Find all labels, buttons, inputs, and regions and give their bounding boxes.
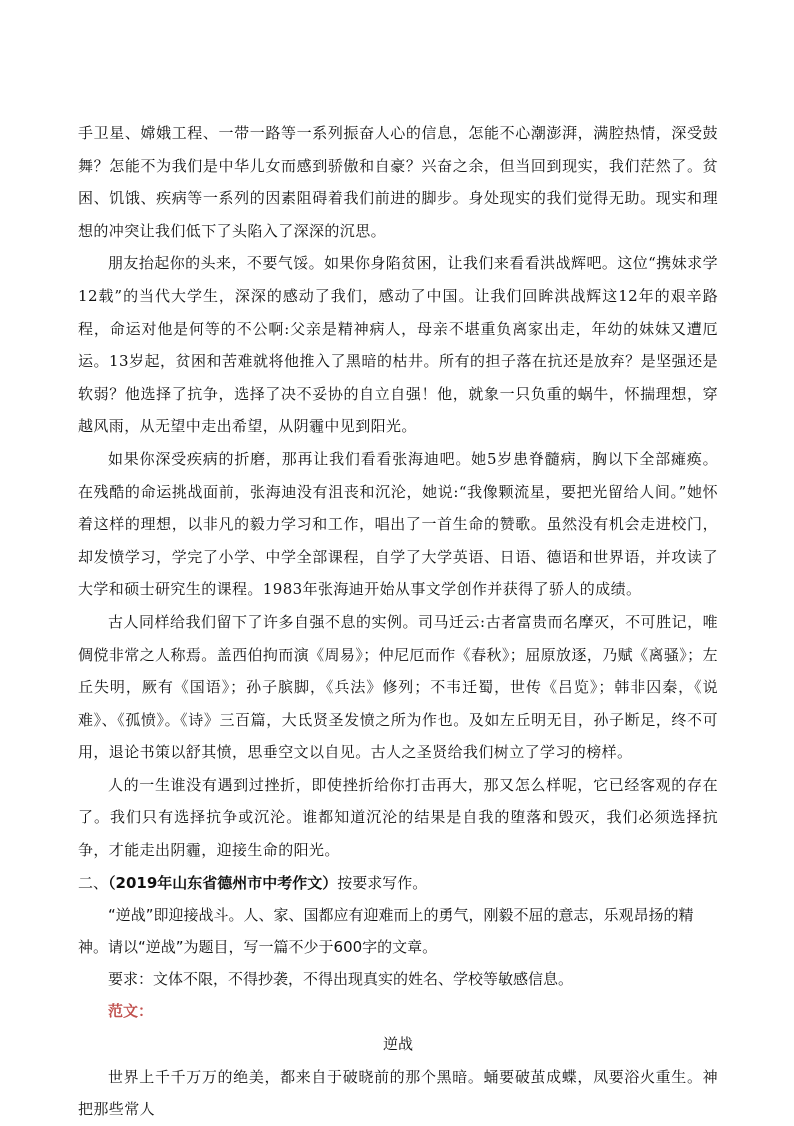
essay-paragraph: 如果你深受疾病的折磨，那再让我们看看张海迪吧。她5岁患脊髓病，胸以下全部瘫痪。在残酷的命运挑战面前，张海迪没有沮丧和沉沦，她说:“我像颗流星，要把光留给人间。”她怀着这样的理想，以非凡的毅力学习和工作，唱出了一首生命的赞歌。虽然没有机会走进校门，却发愤学习，学完了小学、中学全部课程，自学了大学英语、日语、德语和世界语，并攻读了大学和硕士研究生的课程。1983年张海迪开始从事文学创作并获得了骄人的成绩。 — [78, 449, 718, 599]
essay-paragraph: 手卫星、嫦娥工程、一带一路等一系列振奋人心的信息，怎能不心潮澎湃，满腔热情，深受鼓舞？怎能不为我们是中华儿女而感到骄傲和自豪？兴奋之余，但当回到现实，我们茫然了。贫困、饥饿、疾病等一系列的因素阻碍着我们前进的脚步。身处现实的我们觉得无助。现实和理想的冲突让我们低下了头陷入了深深的沉思。 — [78, 124, 718, 240]
task-requirements: 要求：文体不限，不得抄袭，不得出现真实的姓名、学校等敏感信息。 — [108, 969, 574, 988]
task-heading-source: （2019年山东省德州市中考作文） — [108, 873, 338, 892]
task-prompt: “逆战”即迎接战斗。人、家、国都应有迎难而上的勇气，刚毅不屈的意志，乐观昂扬的精神。请以“逆战”为题目，写一篇不少于600字的文章。 — [78, 905, 694, 956]
essay-paragraph: 人的一生谁没有遇到过挫折，即使挫折给你打击再大，那又怎么样呢，它已经客观的存在了。我们只有选择抗争或沉沦。谁都知道沉沦的结果是自我的堕落和毁灭，我们必须选择抗争，才能走出阴霾，迎接生命的阳光。 — [78, 775, 718, 860]
essay-body — [78, 117, 718, 867]
sample-essay-body — [78, 1061, 718, 1126]
task-heading-prefix: 二、 — [78, 873, 109, 892]
sample-essay-label: 范文： — [108, 1001, 154, 1020]
task-heading-suffix: 按要求写作。 — [337, 873, 428, 892]
essay-paragraph: 古人同样给我们留下了许多自强不息的实例。司马迁云:古者富贵而名摩灭，不可胜记，唯倜傥非常之人称焉。盖西伯拘而演《周易》；仲尼厄而作《春秋》；屈原放逐，乃赋《离骚》；左丘失明，厥有《国语》；孙子膑脚，《兵法》修列；不韦迁蜀，世传《吕览》；韩非囚秦，《说难》、《孤愤》。《诗》三百篇，大氐贤圣发愤之所为作也。及如左丘明无目，孙子断足，终不可用，退论书策以舒其愤，思垂空文以自见。古人之圣贤给我们树立了学习的榜样。 — [78, 612, 718, 762]
page-content — [78, 117, 718, 1126]
task-heading — [78, 867, 718, 899]
essay-paragraph: 朋友抬起你的头来，不要气馁。如果你身陷贫困，让我们来看看洪战辉吧。这位“携妹求学12载”的当代大学生，深深的感动了我们，感动了中国。让我们回眸洪战辉这12年的艰辛路程，命运对他是何等的不公啊:父亲是精神病人，母亲不堪重负离家出走，年幼的妹妹又遭厄运。13岁起，贫困和苦难就将他推入了黑暗的枯井。所有的担子落在抗还是放弃？是坚强还是软弱？他选择了抗争，选择了决不妥协的自立自强！他，就象一只负重的蜗牛，怀揣理想，穿越风雨，从无望中走出希望，从阴霾中见到阳光。 — [78, 254, 718, 436]
sample-essay-title: 逆战 — [382, 1034, 413, 1053]
sample-essay-first-line: 世界上千千万万的绝美，都来自于破晓前的那个黑暗。蛹要破茧成蝶，凤要浴火重生。神把那些常人 — [78, 1067, 718, 1119]
